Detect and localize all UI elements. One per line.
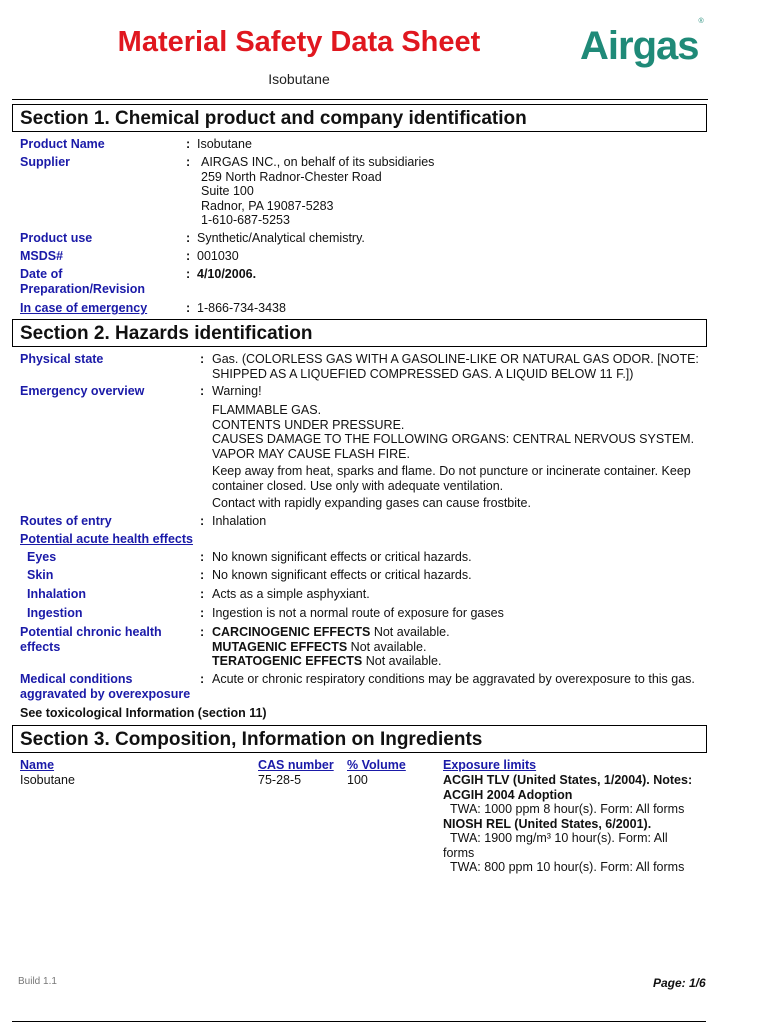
- medical-conditions-label: Medical conditions: [20, 672, 133, 686]
- supplier-label: Supplier: [20, 155, 71, 169]
- colon: :: [200, 606, 205, 620]
- acute-effects-label: Potential acute health effects: [20, 532, 193, 546]
- exposure-line: TWA: 800 ppm 10 hour(s). Form: All forms: [450, 860, 685, 874]
- hazard-line: VAPOR MAY CAUSE FLASH FIRE.: [212, 446, 410, 461]
- product-use-value: Synthetic/Analytical chemistry.: [197, 231, 365, 245]
- toxicological-reference: See toxicological Information (section 11): [20, 706, 267, 720]
- colon: :: [186, 267, 191, 281]
- routes-of-entry-value: Inhalation: [212, 514, 267, 528]
- teratogenic-label: TERATOGENIC EFFECTS: [212, 654, 363, 668]
- mutagenic-value: Not available.: [350, 639, 427, 654]
- exposure-line: NIOSH REL (United States, 6/2001).: [443, 816, 652, 831]
- ingredient-name: Isobutane: [20, 773, 75, 787]
- ingredient-cas: 75-28-5: [258, 773, 302, 787]
- inhalation-value: Acts as a simple asphyxiant.: [212, 587, 370, 601]
- msds-value: 001030: [197, 249, 239, 263]
- registered-mark: ®: [698, 17, 703, 25]
- build-label: Build 1.1: [18, 976, 57, 987]
- section-1-heading: Section 1. Chemical product and company identification: [12, 104, 707, 132]
- warning-text: Warning!: [212, 384, 262, 398]
- carcinogenic-row: [212, 625, 450, 640]
- product-name-value: Isobutane: [197, 137, 252, 151]
- supplier-line: Radnor, PA 19087-5283: [201, 198, 334, 213]
- exposure-line: forms: [443, 845, 475, 860]
- msds-label: MSDS#: [20, 249, 64, 263]
- frostbite-warning: Contact with rapidly expanding gases can cause frostbite.: [212, 496, 531, 510]
- precaution-line: Keep away from heat, sparks and flame. Do not puncture or incinerate container. Keep: [212, 464, 691, 478]
- mutagenic-label: MUTAGENIC EFFECTS: [212, 639, 348, 654]
- supplier-line: Suite 100: [201, 184, 254, 198]
- exposure-line: ACGIH 2004 Adoption: [443, 787, 573, 802]
- date-label-line-2: Preparation/Revision: [20, 282, 146, 296]
- inhalation-label: Inhalation: [27, 587, 87, 601]
- hazard-line: CAUSES DAMAGE TO THE FOLLOWING ORGANS: CENTRAL NERVOUS SYSTEM.: [212, 432, 695, 446]
- column-header-volume: % Volume: [347, 758, 406, 772]
- exposure-line: TWA: 1900 mg/m³ 10 hour(s). Form: All: [450, 831, 668, 845]
- supplier-line: 259 North Radnor-Chester Road: [201, 169, 382, 184]
- colon: :: [186, 301, 191, 315]
- precaution-line-2: container closed. Use only with adequate ventilation.: [212, 478, 504, 493]
- airgas-logo: [580, 17, 703, 69]
- header-rule: [12, 99, 708, 100]
- colon: :: [186, 231, 191, 245]
- hazard-line: FLAMMABLE GAS.: [212, 403, 322, 417]
- section-2-heading: Section 2. Hazards identification: [12, 319, 707, 347]
- colon: :: [186, 155, 191, 169]
- emergency-overview-label: Emergency overview: [20, 384, 145, 398]
- eyes-value: No known significant effects or critical hazards.: [212, 550, 472, 564]
- colon: :: [200, 514, 205, 528]
- chronic-effects-label: Potential chronic health: [20, 625, 162, 639]
- medical-conditions-label-line-2: aggravated by overexposure: [20, 687, 191, 701]
- emergency-phone: 1-866-734-3438: [197, 301, 286, 315]
- section-3-heading: Section 3. Composition, Information on Ingredients: [12, 725, 707, 753]
- medical-conditions-value: Acute or chronic respiratory conditions may be aggravated by overexposure to this gas.: [212, 672, 695, 686]
- colon: :: [200, 587, 205, 601]
- document-subtitle: Isobutane: [268, 71, 330, 87]
- eyes-label: Eyes: [27, 550, 57, 564]
- product-name-label: Product Name: [20, 137, 105, 151]
- column-header-name: Name: [20, 758, 55, 772]
- colon: :: [200, 625, 205, 639]
- date-value: 4/10/2006.: [197, 267, 257, 281]
- carcinogenic-label: CARCINOGENIC EFFECTS: [212, 625, 371, 639]
- colon: :: [200, 568, 205, 582]
- footer-rule: [12, 1021, 706, 1022]
- colon: :: [200, 384, 205, 398]
- carcinogenic-value: Not available.: [373, 625, 450, 639]
- colon: :: [200, 352, 205, 366]
- colon: :: [186, 249, 191, 263]
- supplier-line: 1-610-687-5253: [201, 213, 290, 227]
- teratogenic-row: [212, 654, 441, 669]
- ingredient-volume: 100: [347, 773, 368, 787]
- exposure-line: TWA: 1000 ppm 8 hour(s). Form: All forms: [450, 802, 685, 816]
- routes-of-entry-label: Routes of entry: [20, 514, 112, 528]
- emergency-label: In case of emergency: [20, 301, 148, 315]
- supplier-line: AIRGAS INC., on behalf of its subsidiaries: [201, 155, 435, 169]
- mutagenic-row: [212, 640, 426, 655]
- ingestion-label: Ingestion: [27, 606, 83, 620]
- column-header-exposure: Exposure limits: [443, 758, 537, 772]
- document-title: Material Safety Data Sheet: [117, 26, 481, 58]
- chronic-effects-label-line-2: effects: [20, 640, 61, 654]
- product-use-label: Product use: [20, 231, 93, 245]
- hazard-line: CONTENTS UNDER PRESSURE.: [212, 417, 405, 432]
- colon: :: [200, 672, 205, 686]
- date-label: Date of: [20, 267, 63, 281]
- skin-value: No known significant effects or critical hazards.: [212, 568, 472, 582]
- page-number: Page: 1/6: [653, 976, 706, 990]
- ingestion-value: Ingestion is not a normal route of exposure for gases: [212, 606, 504, 620]
- colon: :: [186, 137, 191, 151]
- logo-text: Airgas: [580, 24, 699, 68]
- colon: :: [200, 550, 205, 564]
- exposure-line: ACGIH TLV (United States, 1/2004). Notes:: [443, 773, 693, 787]
- column-header-cas: CAS number: [258, 758, 334, 772]
- physical-state-value: Gas. (COLORLESS GAS WITH A GASOLINE-LIKE OR NATURAL GAS ODOR. [NOTE:: [212, 352, 699, 366]
- teratogenic-value: Not available.: [365, 654, 442, 668]
- physical-state-value-line-2: SHIPPED AS A LIQUEFIED COMPRESSED GAS. A LIQUID BELOW 11 F.]): [212, 366, 634, 381]
- skin-label: Skin: [27, 568, 54, 582]
- physical-state-label: Physical state: [20, 352, 104, 366]
